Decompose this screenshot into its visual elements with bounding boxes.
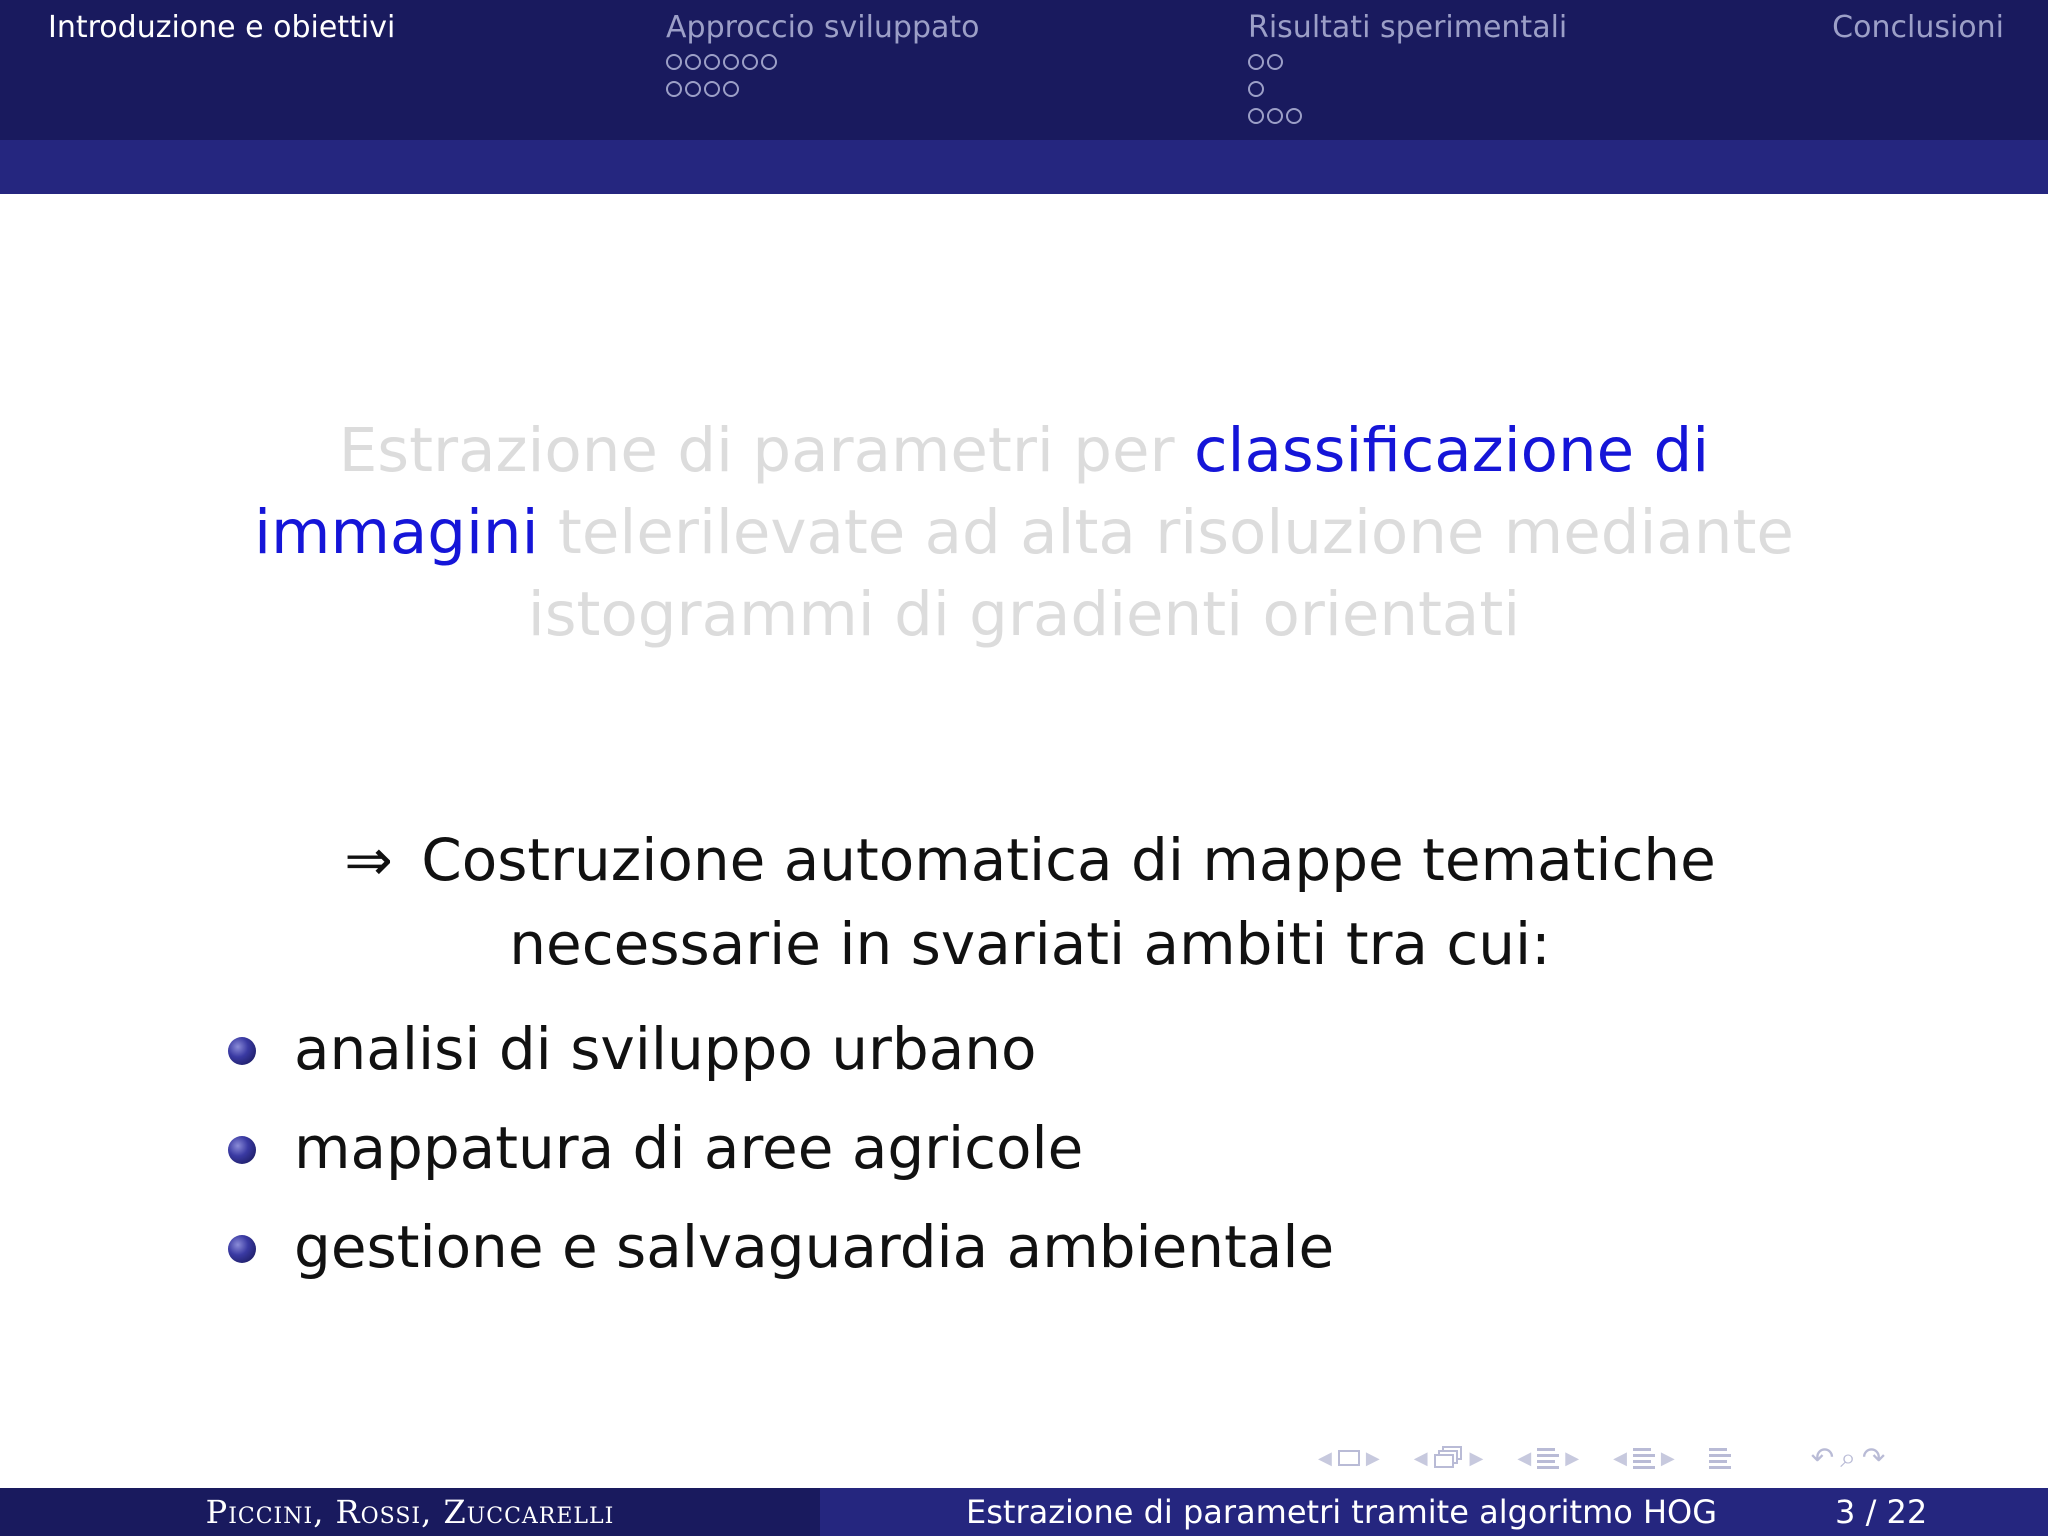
implies-arrow-icon: ⇒ [344, 826, 393, 894]
subsection-dots [666, 48, 980, 75]
frame-dot[interactable] [761, 54, 777, 70]
frame-dot[interactable] [1248, 54, 1264, 70]
subsection-dots [666, 75, 980, 102]
page-counter: 3 / 22 [1835, 1493, 1928, 1531]
next-arrow-icon[interactable]: ▶ [1565, 1447, 1580, 1469]
subsection-dots [1248, 75, 1567, 102]
nav-section-title: Introduzione e obiettivi [48, 10, 396, 45]
title-suffix: telerilevate ad alta risoluzione mediante istogrammi di gradienti orientati [527, 497, 1794, 650]
frame-dot[interactable] [1267, 108, 1283, 124]
nav-section-introduzione[interactable] [48, 8, 395, 48]
bullet-ball-icon [228, 1235, 256, 1263]
frame-dot[interactable] [1248, 81, 1264, 97]
search-icon[interactable]: ⌕ [1840, 1441, 1856, 1474]
frame-dot[interactable] [1286, 108, 1302, 124]
search-tools[interactable] [1811, 1441, 1886, 1475]
list-item [224, 1099, 1334, 1198]
section-icon [1633, 1448, 1655, 1469]
frame-dot[interactable] [742, 54, 758, 70]
subsection-icon [1537, 1448, 1559, 1469]
previous-arrow-icon[interactable]: ◀ [1517, 1447, 1532, 1469]
back-icon[interactable]: ↶ [1810, 1441, 1835, 1474]
previous-arrow-icon[interactable]: ◀ [1318, 1447, 1332, 1469]
frame-dot[interactable] [685, 81, 701, 97]
nav-section-title: Conclusioni [1832, 10, 2004, 45]
frame-icon [1338, 1450, 1360, 1466]
nav-section-conclusioni[interactable] [1832, 8, 2004, 48]
list-item-text: mappatura di aree agricole [294, 1114, 1084, 1182]
frame-dot[interactable] [723, 81, 739, 97]
frame-navigation[interactable] [1318, 1448, 1380, 1469]
next-arrow-icon[interactable]: ▶ [1469, 1447, 1484, 1469]
application-list [224, 1000, 1334, 1297]
footer-right-panel [820, 1488, 2048, 1536]
list-item [224, 1198, 1334, 1297]
document-icon [1709, 1448, 1731, 1469]
title-highlight: classificazione di immagini [254, 415, 1710, 568]
subsection-navigation[interactable] [1517, 1448, 1579, 1469]
previous-arrow-icon[interactable]: ◀ [1413, 1447, 1428, 1469]
nav-section-approccio[interactable] [666, 8, 980, 102]
section-navigation-bar [0, 0, 2048, 140]
list-item-text: gestione e salvaguardia ambientale [294, 1213, 1335, 1281]
implication-text: Costruzione automatica di mappe tematiche necessarie in svariati ambiti tra cui: [421, 826, 1716, 978]
title-prefix: Estrazione di parametri per [338, 415, 1194, 486]
frame-dot[interactable] [666, 81, 682, 97]
forward-icon[interactable]: ↷ [1861, 1441, 1886, 1474]
frame-dot[interactable] [704, 81, 720, 97]
subsection-dots [1248, 48, 1567, 75]
frame-dot[interactable] [723, 54, 739, 70]
next-arrow-icon[interactable]: ▶ [1660, 1447, 1675, 1469]
previous-arrow-icon[interactable]: ◀ [1613, 1447, 1627, 1469]
frame-dot[interactable] [1248, 108, 1264, 124]
next-arrow-icon[interactable]: ▶ [1365, 1447, 1380, 1469]
header-band [0, 140, 2048, 194]
list-item [224, 1000, 1334, 1099]
footer [0, 1488, 2048, 1536]
footer-talk-title: Estrazione di parametri tramite algoritmo HOG [966, 1493, 1718, 1531]
bullet-ball-icon [228, 1136, 256, 1164]
section-navigation[interactable] [1613, 1448, 1675, 1469]
frame-dot[interactable] [1267, 54, 1283, 70]
footer-authors: Piccini, Rossi, Zuccarelli [0, 1488, 820, 1536]
document-navigation[interactable] [1709, 1448, 1731, 1469]
frame-dot[interactable] [685, 54, 701, 70]
subsection-dots [1248, 102, 1567, 129]
frame-dot[interactable] [704, 54, 720, 70]
frame-dot[interactable] [666, 54, 682, 70]
slides-icon [1434, 1446, 1464, 1470]
nav-section-risultati[interactable] [1248, 8, 1567, 129]
slide-navigation[interactable] [1414, 1446, 1484, 1470]
implication-statement [180, 818, 1880, 986]
list-item-text: analisi di sviluppo urbano [294, 1015, 1037, 1083]
beamer-navigation-symbols [1318, 1440, 2038, 1476]
slide-title [200, 410, 1848, 656]
nav-section-title: Risultati sperimentali [1248, 10, 1568, 45]
bullet-ball-icon [228, 1037, 256, 1065]
nav-section-title: Approccio sviluppato [666, 10, 980, 45]
